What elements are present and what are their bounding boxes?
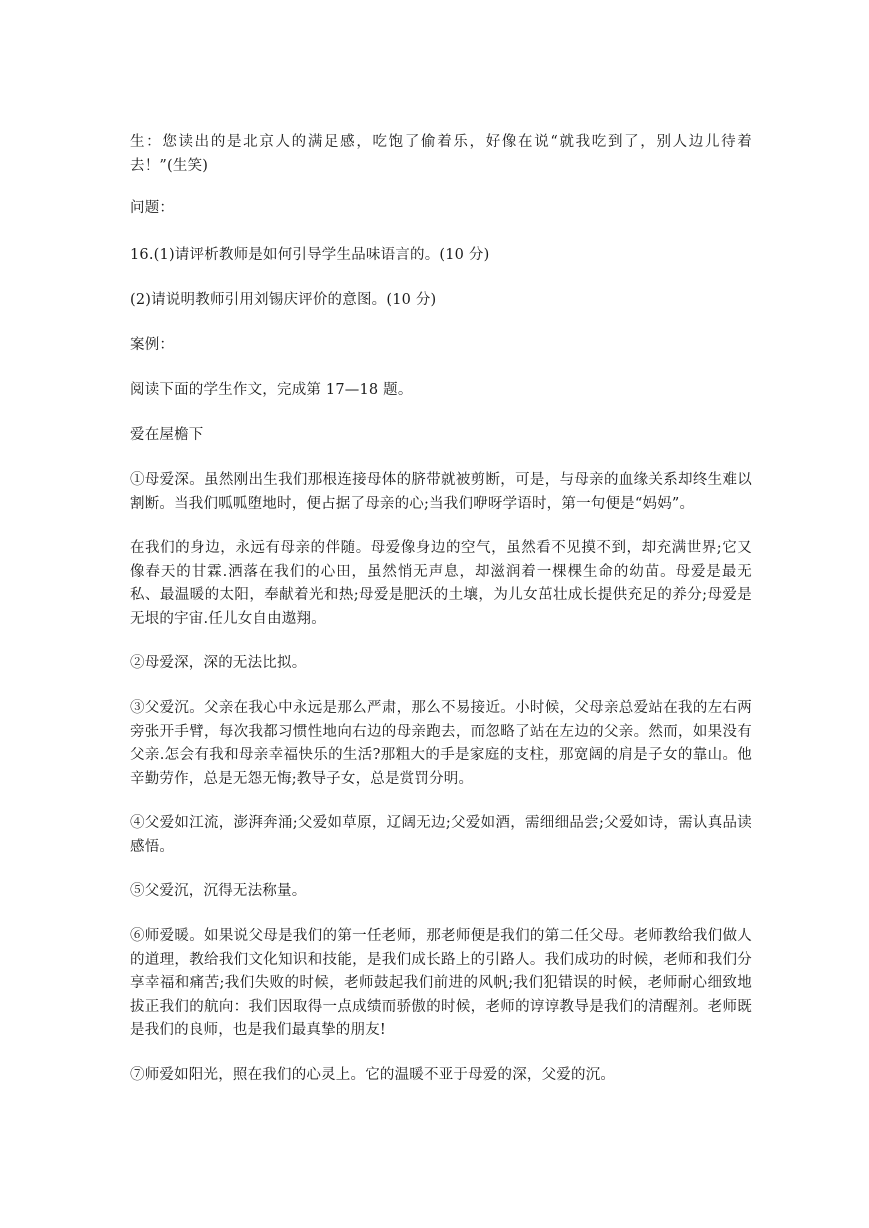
essay-paragraph-4: ③父爱沉。父亲在我心中永远是那么严肃，那么不易接近。小时候，父母亲总爱站在我的左右两旁张开手臂，每次我都习惯性地向右边的母亲跑去，而忽略了站在左边的父亲。然而，如果没有父亲.怎会有我和母亲幸福快乐的生活?那粗大的手是家庭的支柱，那宽阔的肩是子女的靠山。他辛勤劳作，总是无怨无悔;教导子女，总是赏罚分明。: [130, 700, 752, 787]
reading-instruction: 阅读下面的学生作文，完成第 17—18 题。: [130, 382, 413, 398]
essay-paragraph-3: ②母爱深，深的无法比拟。: [130, 655, 307, 671]
essay-paragraph-7: ⑥师爱暖。如果说父母是我们的第一任老师，那老师便是我们的第二任父母。老师教给我们做人的道理，教给我们文化知识和技能，是我们成长路上的引路人。我们成功的时候，老师和我们分享幸福和痛苦;我们失败的时候，老师鼓起我们前进的风帆;我们犯错误的时候，老师耐心细致地拔正我们的航向：我们因取得一点成绩而骄傲的时候，老师的谆谆教导是我们的清醒剂。老师既是我们的良师，也是我们最真挚的朋友!: [130, 928, 752, 1038]
essay-paragraph-2: 在我们的身边，永远有母亲的伴随。母爱像身边的空气，虽然看不见摸不到，却充满世界;它又像春天的甘霖.洒落在我们的心田，虽然悄无声息，却滋润着一棵棵生命的幼苗。母爱是最无私、最温暖的太阳，奉献着光和热;母爱是肥沃的土壤，为儿女茁壮成长提供充足的养分;母爱是无垠的宇宙.任儿女自由遨翔。: [130, 540, 752, 627]
essay-paragraph-1: ①母爱深。虽然刚出生我们那根连接母体的脐带就被剪断，可是，与母亲的血缘关系却终生难以割断。当我们呱呱堕地时，便占据了母亲的心;当我们咿呀学语时，第一句便是“妈妈”。: [130, 472, 752, 512]
case-heading: 案例：: [130, 337, 175, 353]
essay-paragraph-6: ⑤父爱沉，沉得无法称量。: [130, 883, 307, 899]
question-16-1: 16.(1)请评析教师是如何引导学生品味语言的。(10 分): [130, 247, 490, 263]
question-16-2: (2)请说明教师引用刘锡庆评价的意图。(10 分): [130, 292, 437, 308]
question-heading: 问题：: [130, 200, 175, 216]
essay-title: 爱在屋檐下: [130, 427, 204, 443]
essay-paragraph-8: ⑦师爱如阳光，照在我们的心灵上。它的温暖不亚于母爱的深，父爱的沉。: [130, 1067, 616, 1083]
dialogue-line: 生：您读出的是北京人的满足感，吃饱了偷着乐，好像在说“就我吃到了，别人边儿待着去！”(生笑): [130, 134, 752, 174]
essay-paragraph-5: ④父爱如江流，澎湃奔涌;父爱如草原，辽阔无边;父爱如酒，需细细品尝;父爱如诗，需认真品读感悟。: [130, 815, 752, 855]
